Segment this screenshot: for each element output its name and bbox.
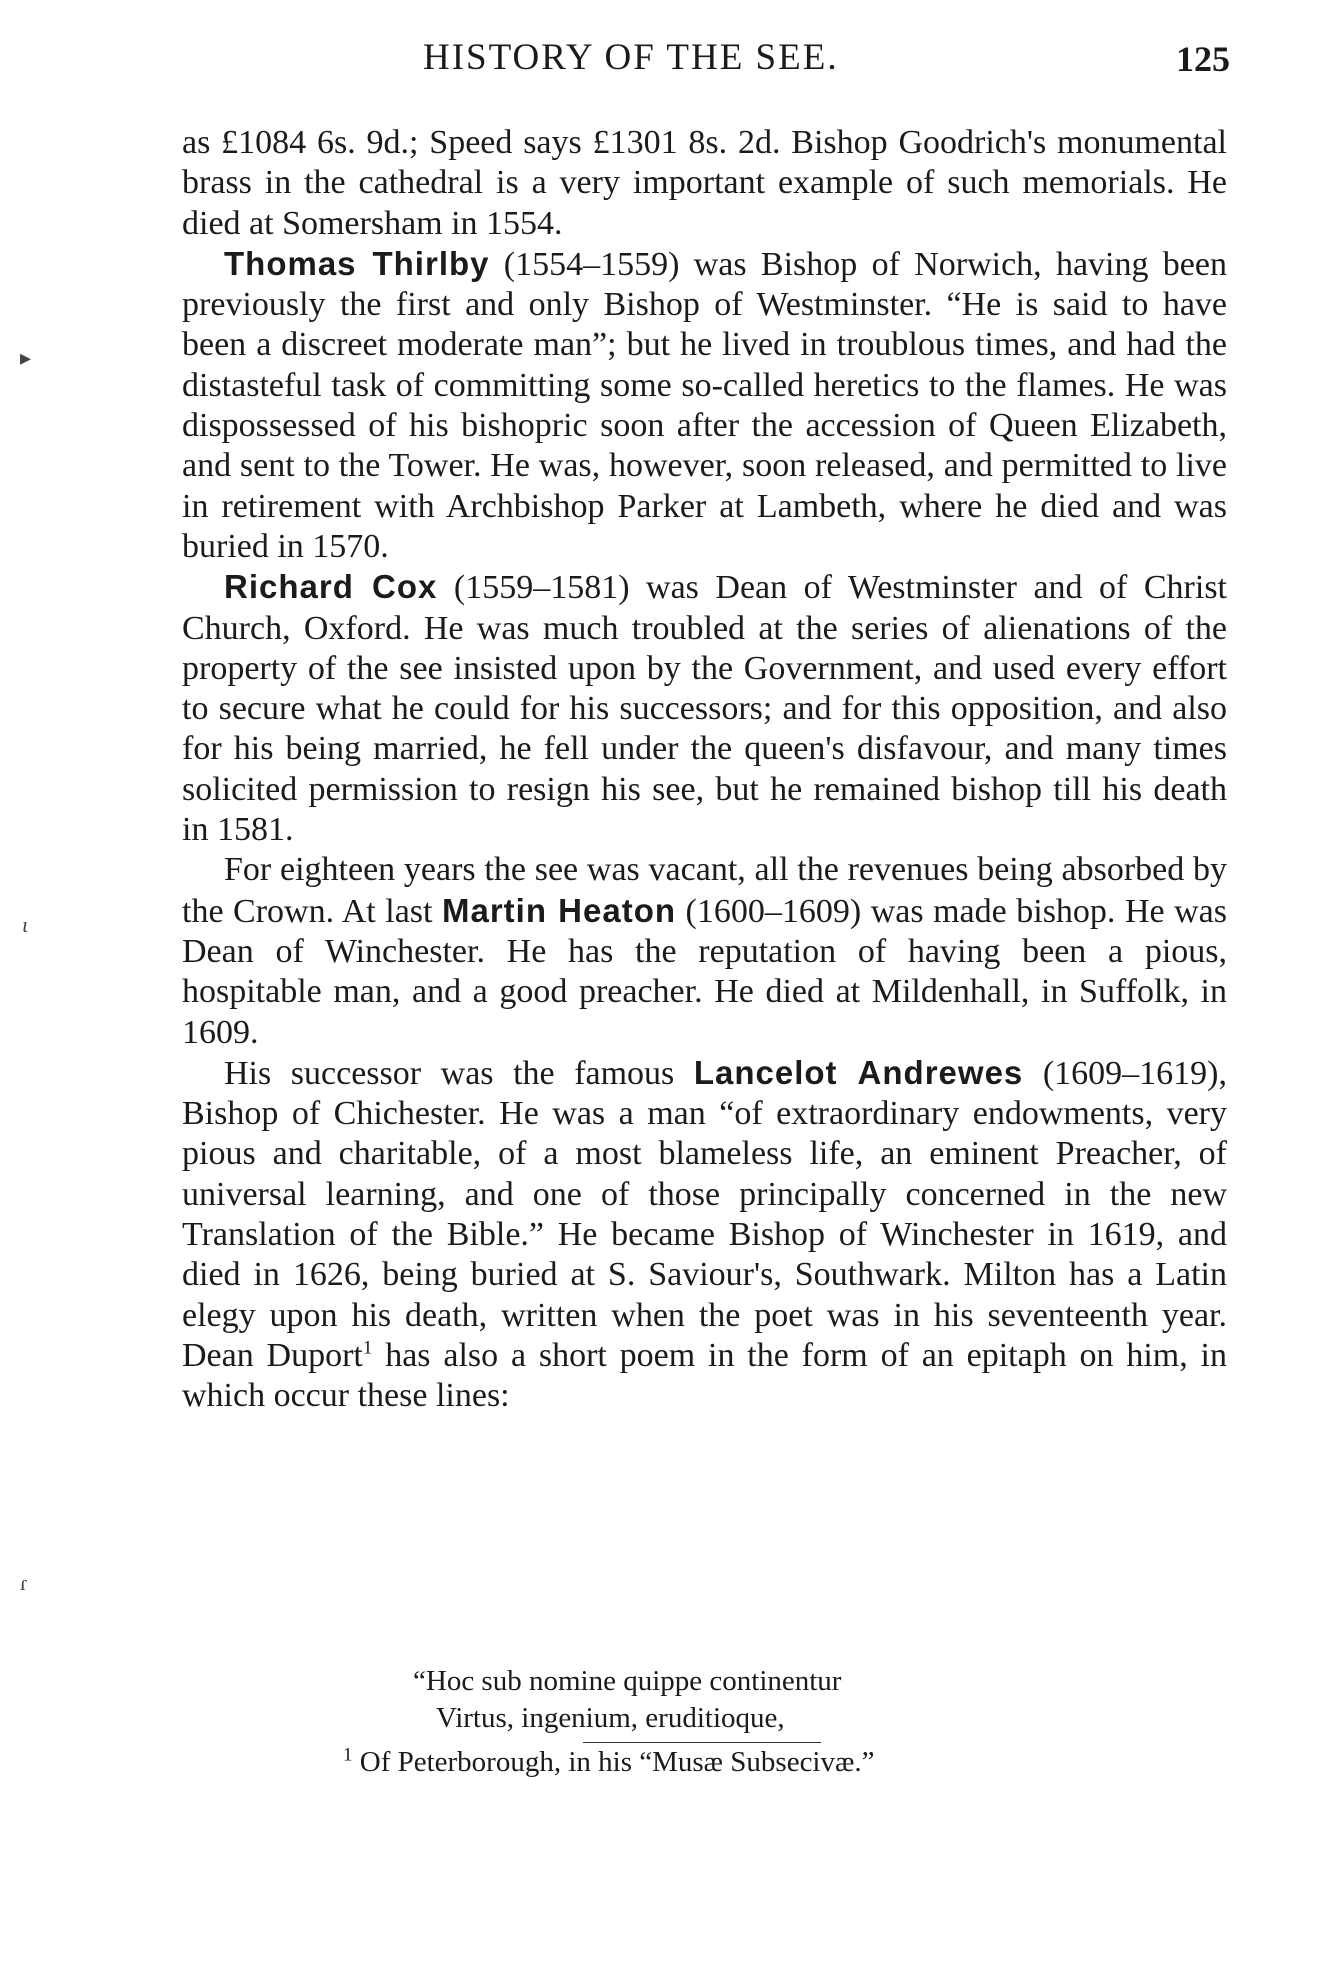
paragraph-text: (1559–1581) was Dean of Westminster and of Christ Church, Oxford. He was much troubled at the series of alienations of the property of the see insisted upon by the Government, and used every effort to secure what he could for his successors; and for this opposition, and also for his being married, he fell under the queen's disfavour, and many times solicited permission to resign his see, but he remained bishop till his death in 1581. <box>182 569 1227 849</box>
bishop-name: Lancelot Andrewes <box>693 1053 1024 1091</box>
bishop-name: Martin Heaton <box>442 891 677 929</box>
paragraph <box>182 1053 1227 1417</box>
margin-mark: ▸ <box>20 345 32 370</box>
running-title: HISTORY OF THE SEE. <box>423 37 839 78</box>
paragraph-text: (1600–1609) was made bishop. He was Dean of Winchester. He has the reputation of having been a pious, hospitable man, and a good preacher. He died at Mildenhall, in Suffolk, in 1609. <box>182 892 1227 1051</box>
paragraph-text: (1609–1619), Bishop of Chichester. He was a man “of extraordinary endowments, very pious and charitable, of a most blameless life, an eminent Preacher, of universal learning, and one of those principally concerned in the new Translation of the Bible.” He became Bishop of Winchester in 1619, and died in 1626, being buried at S. Saviour's, Southwark. Milton has a Latin elegy upon his death, written when the poet was in his seventeenth year. Dean Duport <box>182 1054 1227 1374</box>
page-header <box>180 36 1230 92</box>
footnote-reference: 1 <box>362 1337 373 1359</box>
footnote-text: Of Peterborough, in his “Musæ Subsecivæ.” <box>352 1746 875 1778</box>
footnote <box>343 1742 874 1782</box>
bishop-name: Thomas Thirlby <box>224 244 490 282</box>
margin-mark: ɾ <box>20 1570 28 1595</box>
paragraph <box>182 850 1227 1052</box>
paragraph <box>182 567 1227 850</box>
paragraph-text: as £1084 6s. 9d.; Speed says £1301 8s. 2d. Bishop Goodrich's monumental brass in the cathedral is a very important example of such memorials. He died at Somersham in 1554. <box>182 124 1227 242</box>
quote-line: Virtus, ingenium, eruditioque, <box>436 1702 785 1734</box>
body-text <box>182 123 1227 1417</box>
footnote-marker: 1 <box>343 1744 353 1766</box>
paragraph-text: His successor was the famous <box>224 1054 694 1092</box>
paragraph <box>182 123 1227 244</box>
paragraph-text: For eighteen years the see was vacant, all the revenues being absorbed by the Crown. At last <box>182 851 1227 930</box>
quote-line: “Hoc sub nomine quippe continentur <box>413 1665 842 1697</box>
paragraph <box>182 244 1227 567</box>
margin-mark: ɩ <box>22 912 29 937</box>
paragraph-text: (1554–1559) was Bishop of Norwich, having been previously the first and only Bishop of Westminster. “He is said to have been a discreet moderate man”; but he lived in troublous times, and had the distasteful task of committing some so-called heretics to the flames. He was dispossessed of his bishopric soon after the accession of Queen Elizabeth, and sent to the Tower. He was, however, soon released, and permitted to live in retirement with Archbishop Parker at Lambeth, where he died and was buried in 1570. <box>182 245 1227 565</box>
page-number: 125 <box>1176 39 1230 79</box>
paragraph-text: has also a short poem in the form of an epitaph on him, in which occur these lines: <box>182 1336 1228 1415</box>
bishop-name: Richard Cox <box>224 568 438 606</box>
verse-quote <box>413 1663 841 1737</box>
